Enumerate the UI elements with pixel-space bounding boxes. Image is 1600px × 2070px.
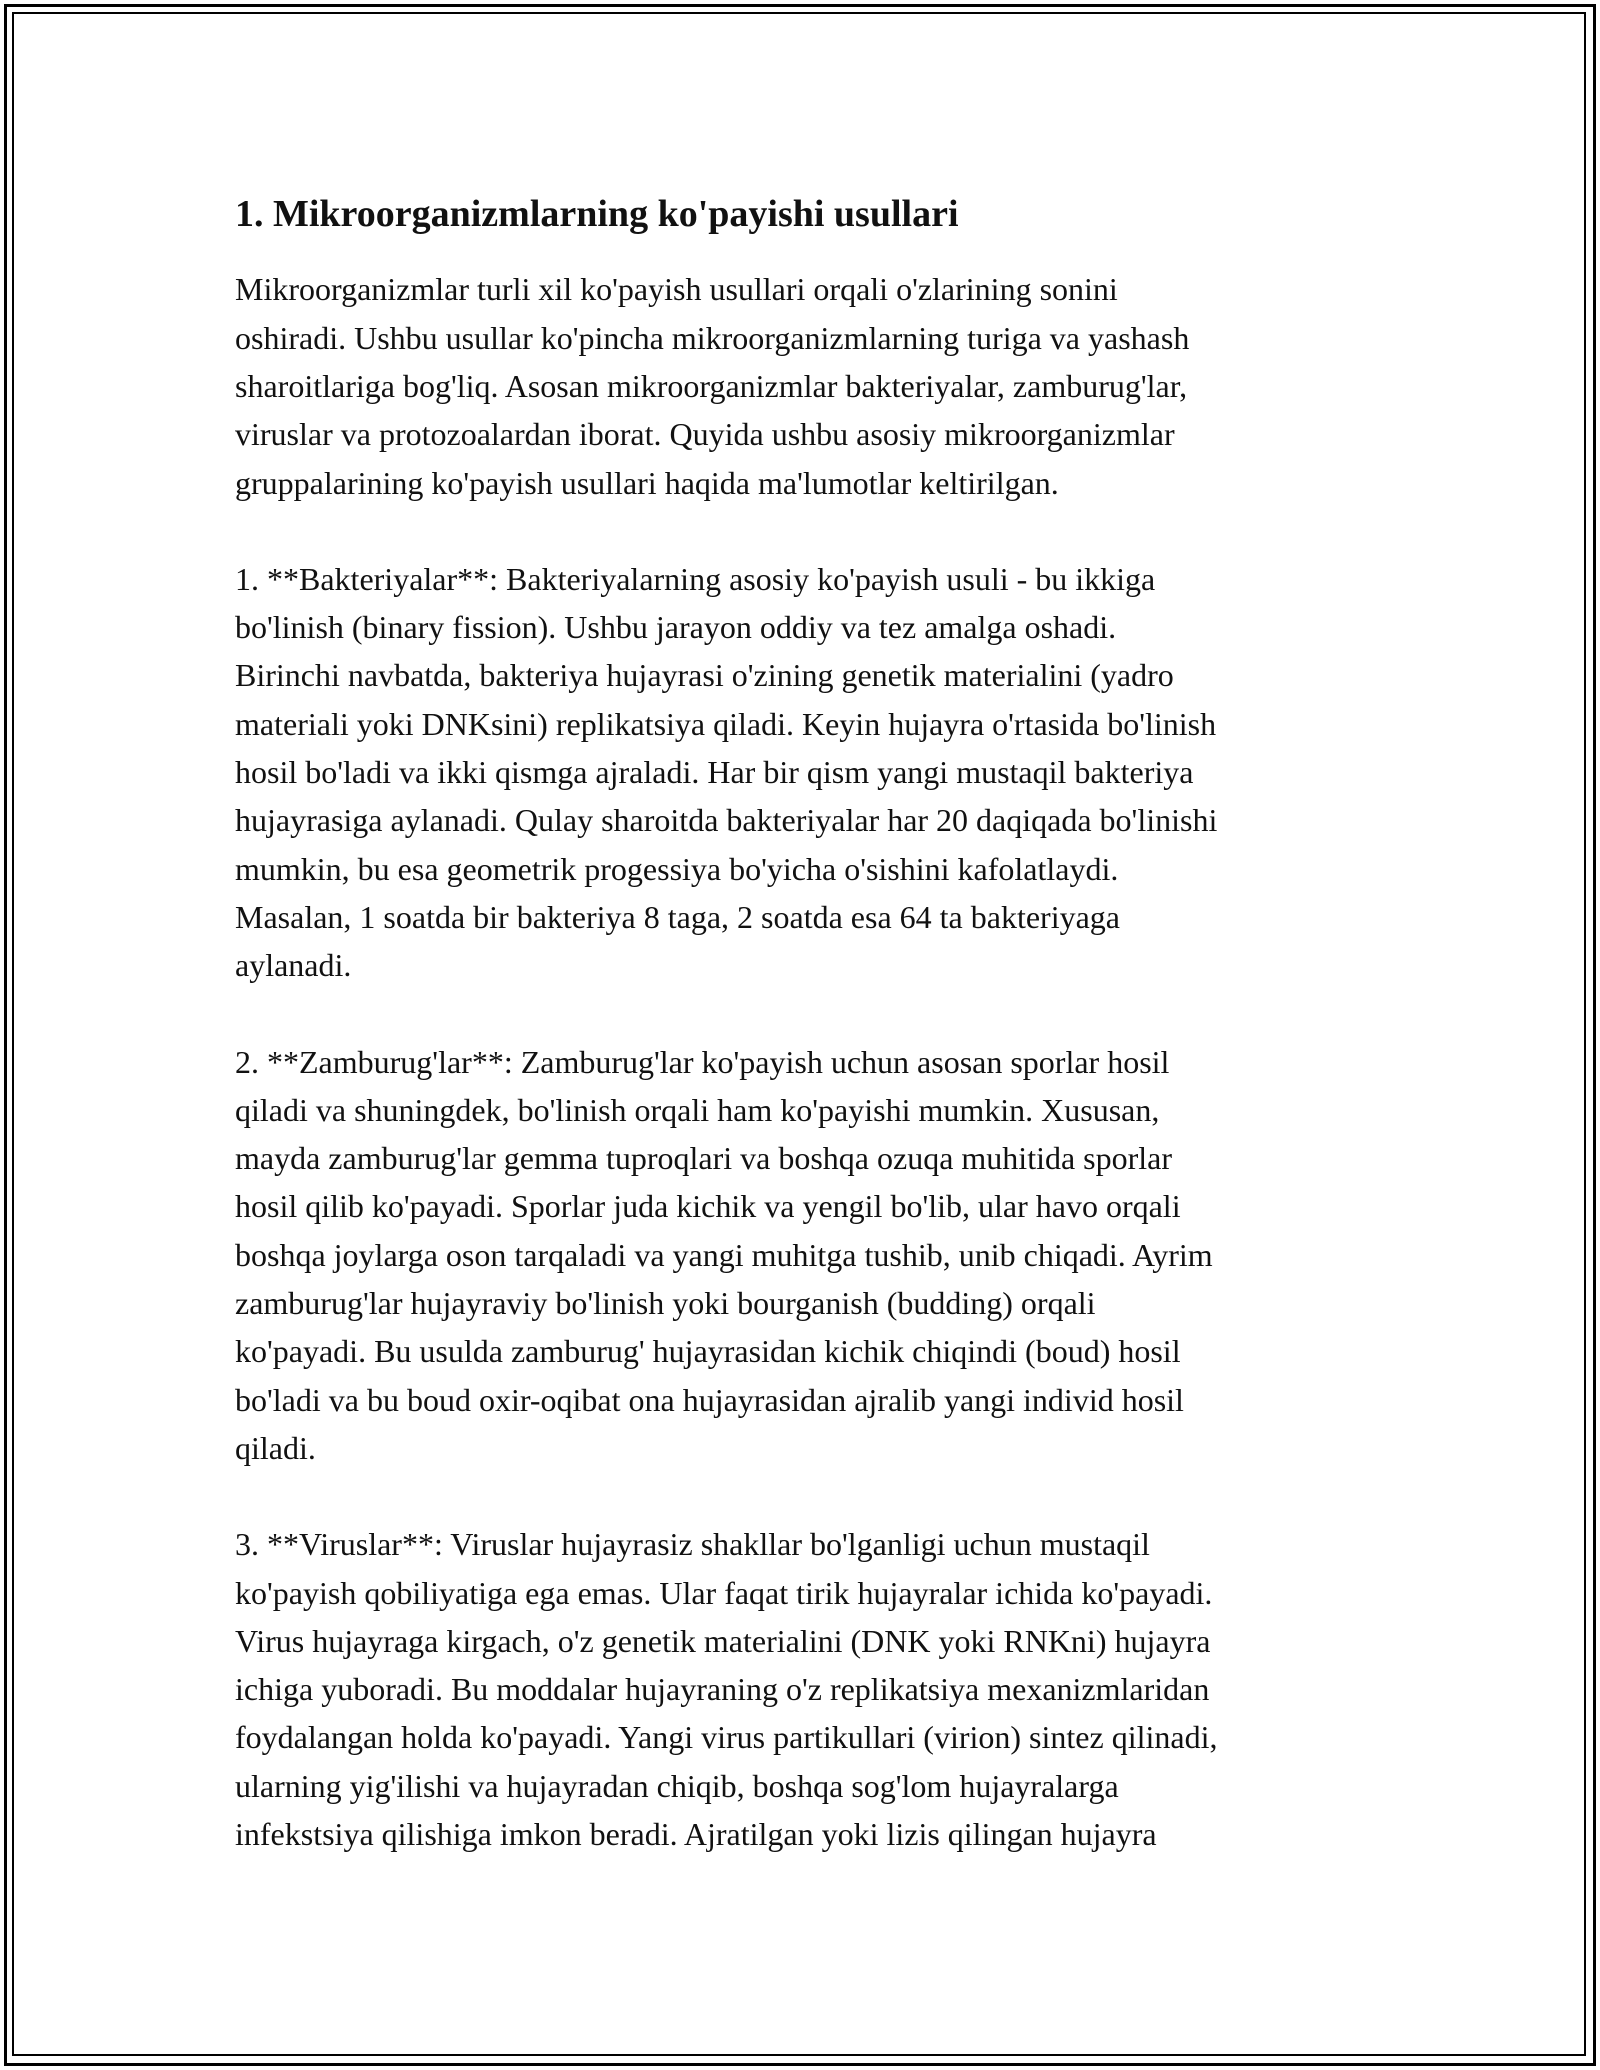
paragraph-bacteria: 1. **Bakteriyalar**: Bakteriyalarning asosiy ko'payish usuli - bu ikkiga bo'linish (binary fission). Ushbu jarayon oddiy va tez amalga oshadi. Birinchi navbatda, bakteriya hujayrasi o'zining genetik materialini (yadro materiali yoki DNKsini) replikatsiya qiladi. Keyin hujayra o'rtasida bo'linish hosil bo'ladi va ikki qismga ajraladi. Har bir qism yangi mustaqil bakteriya hujayrasiga aylanadi. Qulay sharoitda bakteriyalar har 20 daqiqada bo'linishi mumkin, bu esa geometrik progessiya bo'yicha o'sishini kafolatlaydi. Masalan, 1 soatda bir bakteriya 8 taga, 2 soatda esa 64 ta bakteriyaga aylanadi. (235, 560, 1218, 984)
document-body (235, 180, 1385, 1906)
paragraph-fungi: 2. **Zamburug'lar**: Zamburug'lar ko'payish uchun asosan sporlar hosil qiladi va shuningdek, bo'linish orqali ham ko'payishi mumkin. Xususan, mayda zamburug'lar gemma tuproqlari va boshqa ozuqa muhitida sporlar hosil qilib ko'payadi. Sporlar juda kichik va yengil bo'lib, ular havo orqali boshqa joylarga oson tarqaladi va yangi muhitga tushib, unib chiqadi. Ayrim zamburug'lar hujayraviy bo'linish yoki bourganish (budding) orqali ko'payadi. Bu usulda zamburug' hujayrasidan kichik chiqindi (boud) hosil bo'ladi va bu boud oxir-oqibat ona hujayrasidan ajralib yangi individ hosil qiladi. (235, 1043, 1213, 1466)
paragraph-viruses: 3. **Viruslar**: Viruslar hujayrasiz shakllar bo'lganligi uchun mustaqil ko'payish qobiliyatiga ega emas. Ular faqat tirik hujayralar ichida ko'payadi. Virus hujayraga kirgach, o'z genetik materialini (DNK yoki RNKni) hujayra ichiga yuboradi. Bu moddalar hujayraning o'z replikatsiya mexanizmlaridan foydalangan holda ko'payadi. Yangi virus partikullari (virion) sintez qilinadi, ularning yig'ilishi va hujayradan chiqib, boshqa sog'lom hujayralarga infekstsiya qilishiga imkon beradi. Ajratilgan yoki lizis qilingan hujayra (235, 1526, 1218, 1852)
paragraph-intro: Mikroorganizmlar turli xil ko'payish usullari orqali o'zlarining sonini oshiradi. Ushbu usullar ko'pincha mikroorganizmlarning turiga va yashash sharoitlariga bog'liq. Asosan mikroorganizmlar bakteriyalar, zamburug'lar, viruslar va protozoalardan iborat. Quyida ushbu asosiy mikroorganizmlar gruppalarining ko'payish usullari haqida ma'lumotlar keltirilgan. (235, 271, 1190, 501)
document-title: 1. Mikroorganizmlarning ko'payishi usullari (235, 193, 959, 235)
